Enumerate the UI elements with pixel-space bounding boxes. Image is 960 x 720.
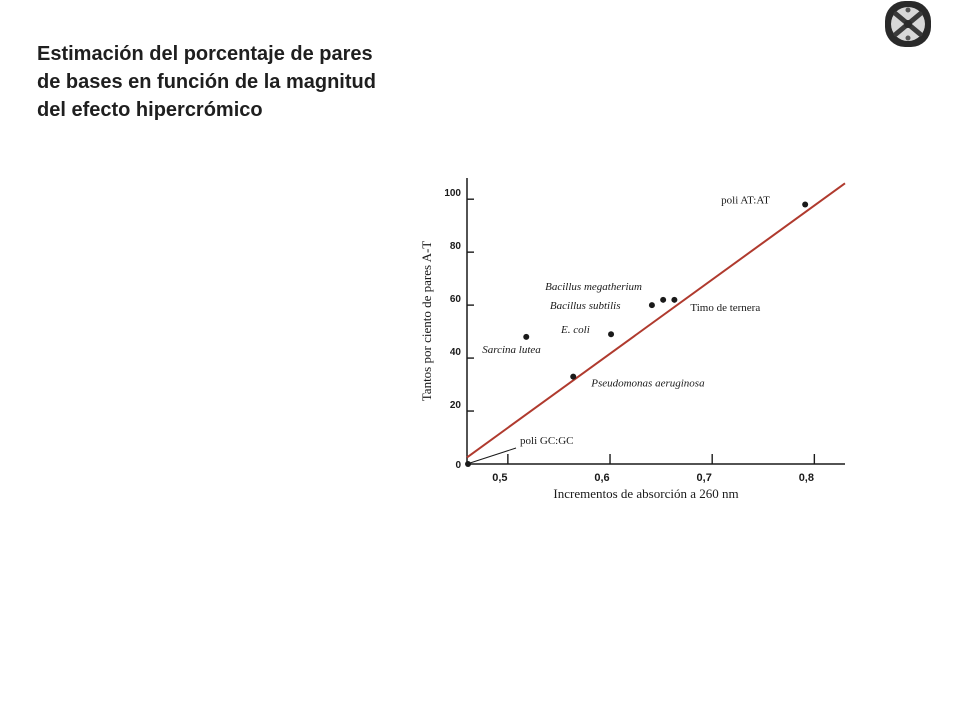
x-tick-label: 0,5 <box>492 472 508 484</box>
x-axis-label: Incrementos de absorción a 260 nm <box>553 486 739 501</box>
data-point <box>802 201 808 207</box>
point-label: E. coli <box>561 324 590 337</box>
regression-line-group <box>467 183 845 457</box>
title-line-1: Estimación del porcentaje de pares <box>37 43 373 65</box>
axis-ticks <box>444 188 814 484</box>
y-tick-label: 100 <box>444 188 461 200</box>
data-point <box>523 334 529 340</box>
point-label: Timo de ternera <box>690 301 761 314</box>
point-label: poli GC:GC <box>520 435 574 447</box>
data-point <box>465 461 471 467</box>
data-point <box>660 297 666 303</box>
data-point <box>671 297 677 303</box>
point-label: poli AT:AT <box>721 194 770 207</box>
point-label: Pseudomonas aeruginosa <box>591 377 705 390</box>
y-tick-label: 0 <box>455 460 461 471</box>
point-label: Sarcina lutea <box>482 343 541 356</box>
data-points <box>465 194 808 467</box>
data-point <box>608 331 614 337</box>
y-tick-label: 80 <box>449 241 461 253</box>
y-tick-label: 20 <box>449 400 461 412</box>
title-line-2: de bases en función de la magnitud <box>37 71 376 93</box>
y-axis-label: Tantos por ciento de pares A-T <box>419 240 434 402</box>
x-tick-label: 0,8 <box>798 472 814 484</box>
data-point <box>649 302 655 308</box>
point-label: Bacillus subtilis <box>549 300 621 313</box>
point-label: Bacillus megatherium <box>545 280 643 293</box>
y-tick-label: 60 <box>449 294 461 306</box>
data-point <box>570 374 576 380</box>
x-tick-label: 0,6 <box>594 472 610 484</box>
regression-line <box>467 183 845 457</box>
title-line-3: del efecto hipercrómico <box>37 99 263 121</box>
x-tick-label: 0,7 <box>696 472 712 484</box>
y-tick-label: 40 <box>449 347 461 359</box>
